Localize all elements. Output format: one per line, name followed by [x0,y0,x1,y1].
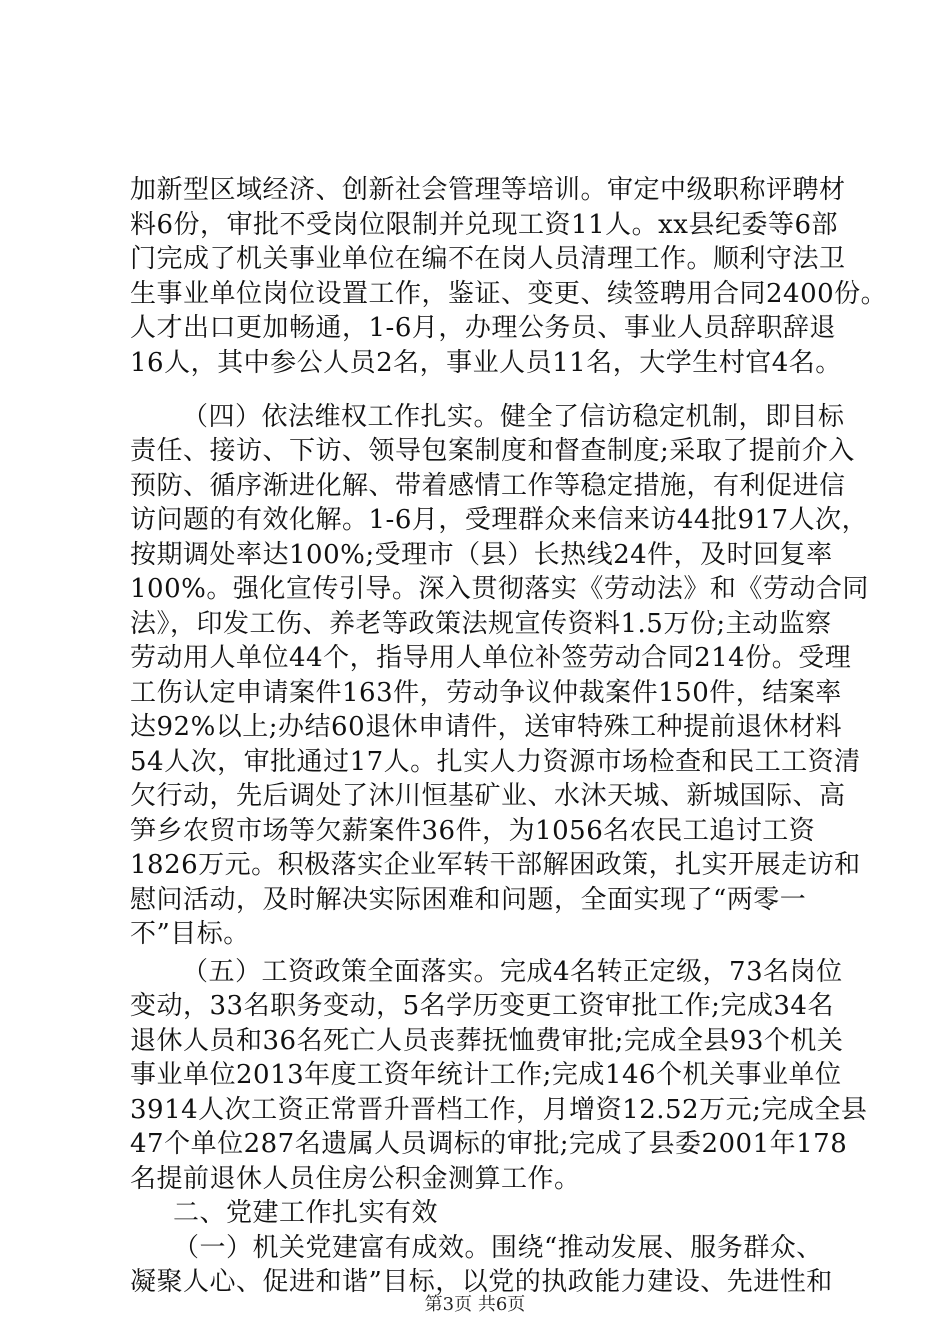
text-line: 16人，其中参公人员2名，事业人员11名，大学生村官4名。 [130,348,842,378]
text-line: 按期调处率达100%;受理市（县）长热线24件，及时回复率 [130,540,833,570]
text-line: 生事业单位岗位设置工作，鉴证、变更、续签聘用合同2400份。 [130,279,888,309]
section-heading: 二、党建工作扎实有效 [173,1198,439,1228]
text-line: 变动，33名职务变动，5名学历变更工资审批工作;完成34名 [130,991,834,1021]
text-line: 54人次，审批通过17人。扎实人力资源市场检查和民工工资清 [130,747,861,777]
text-line: 笋乡农贸市场等欠薪案件36件，为1056名农民工追讨工资 [130,816,816,846]
text-line: 责任、接访、下访、领导包案制度和督查制度;采取了提前介入 [130,436,855,466]
text-line: 47个单位287名遗属人员调标的审批;完成了县委2001年178 [130,1129,848,1159]
text-line: 事业单位2013年度工资年统计工作;完成146个机关事业单位 [130,1060,842,1090]
text-line: 加新型区域经济、创新社会管理等培训。审定中级职称评聘材 [130,175,846,205]
text-line: 达92%以上;办结60退休申请件，送审特殊工种提前退休材料 [130,712,843,742]
text-line: （四）依法维权工作扎实。健全了信访稳定机制，即目标 [182,402,845,432]
text-line: 访问题的有效化解。1-6月，受理群众来信来访44批917人次， [130,505,869,535]
text-line: 欠行动，先后调处了沐川恒基矿业、水沐天城、新城国际、高 [130,781,846,811]
text-line: 门完成了机关事业单位在编不在岗人员清理工作。顺利守法卫 [130,244,846,274]
text-line: 退休人员和36名死亡人员丧葬抚恤费审批;完成全县93个机关 [130,1026,844,1056]
text-line: 1826万元。积极落实企业军转干部解困政策，扎实开展走访和 [130,850,861,880]
text-line: 法》，印发工伤、养老等政策法规宣传资料1.5万份;主动监察 [130,609,832,639]
text-line: 预防、循序渐进化解、带着感情工作等稳定措施，有利促进信 [130,471,846,501]
text-line: 不”目标。 [130,919,250,949]
text-line: 料6份，审批不受岗位限制并兑现工资11人。xx县纪委等6部 [130,210,838,240]
page-number: 第3页 共6页 [424,1294,526,1315]
text-line: 慰问活动，及时解决实际困难和问题，全面实现了“两零一 [130,885,807,915]
text-line: 3914人次工资正常晋升晋档工作，月增资12.52万元;完成全县 [130,1095,868,1125]
text-line: 工伤认定申请案件163件，劳动争议仲裁案件150件，结案率 [130,678,842,708]
text-line: 名提前退休人员住房公积金测算工作。 [130,1164,581,1194]
text-line: （一）机关党建富有成效。围绕“推动发展、服务群众、 [173,1233,823,1263]
text-line: 凝聚人心、促进和谐”目标，以党的执政能力建设、先进性和 [130,1267,833,1297]
text-line: 劳动用人单位44个，指导用人单位补签劳动合同214份。受理 [130,643,852,673]
text-line: 人才出口更加畅通，1-6月，办理公务员、事业人员辞职辞退 [130,313,836,343]
text-line: （五）工资政策全面落实。完成4名转正定级，73名岗位 [182,957,843,987]
text-line: 100%。强化宣传引导。深入贯彻落实《劳动法》和《劳动合同 [130,574,869,604]
